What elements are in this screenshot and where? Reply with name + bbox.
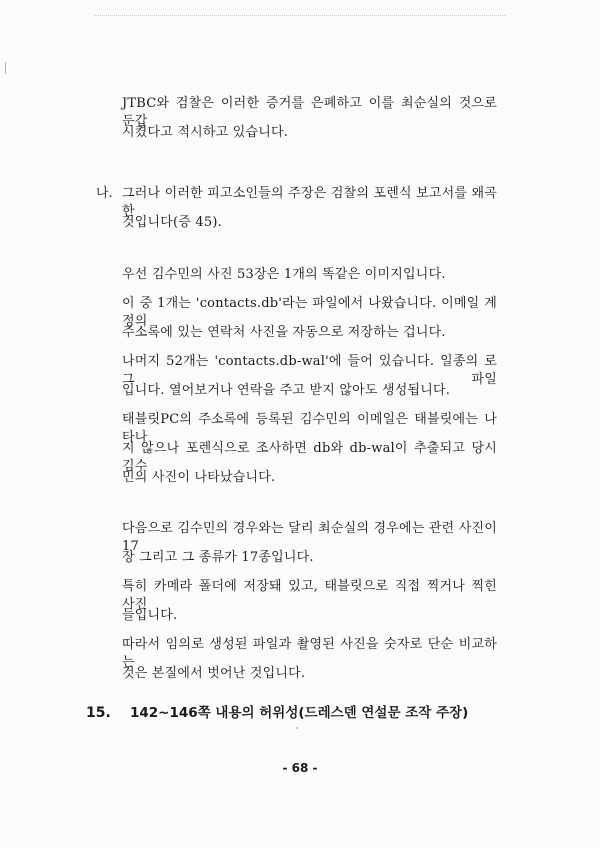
paragraph-2-line-2: 것입니다(증 45). xyxy=(122,215,222,230)
paragraph-3-line-6: 태블릿PC의 주소록에 등록된 김수민의 이메일은 태블릿에는 나타나 xyxy=(122,412,497,445)
paragraph-3-line-1: 우선 김수민의 사진 53장은 1개의 똑같은 이미지입니다. xyxy=(122,267,446,282)
paragraph-1-line-1: JTBC와 검찰은 이러한 증거를 은폐하고 이를 최순실의 것으로 둔갑 xyxy=(122,96,497,129)
paragraph-2-marker: 나. xyxy=(96,186,113,201)
section-heading-title: 142~146쪽 내용의 허위성(드레스덴 연설문 조작 주장) xyxy=(130,705,469,721)
scan-artifact-top xyxy=(95,15,505,18)
scan-artifact-edge xyxy=(5,62,6,74)
scan-artifact-dot xyxy=(296,727,298,729)
paragraph-4-line-3: 특히 카메라 폴더에 저장돼 있고, 태블릿으로 직접 찍거나 찍힌 사진 xyxy=(122,579,497,612)
paragraph-3-line-4: 나머지 52개는 'contacts.db-wal'에 들어 있습니다. 일종의 로그 파일 xyxy=(122,354,497,387)
paragraph-3-line-7: 지 않으나 포렌식으로 조사하면 db와 db-wal이 추출되고 당시 김수 xyxy=(122,441,497,474)
page-number: - 68 - xyxy=(282,761,318,775)
paragraph-4-line-5: 따라서 임의로 생성된 파일과 촬영된 사진을 숫자로 단순 비교하는 xyxy=(122,637,497,670)
paragraph-3-line-8: 민의 사진이 나타났습니다. xyxy=(122,470,276,485)
section-heading-number: 15. xyxy=(86,705,111,721)
paragraph-3-line-5: 입니다. 열어보거나 연락을 주고 받지 않아도 생성됩니다. xyxy=(122,383,451,398)
paragraph-3-line-2: 이 중 1개는 'contacts.db'라는 파일에서 나왔습니다. 이메일 계정의 xyxy=(122,296,497,329)
paragraph-4-line-2: 장 그리고 그 종류가 17종입니다. xyxy=(122,550,314,565)
paragraph-1-line-2: 시켰다고 적시하고 있습니다. xyxy=(122,125,289,140)
paragraph-4-line-6: 것은 본질에서 벗어난 것입니다. xyxy=(122,666,306,681)
paragraph-2-line-1: 그러나 이러한 피고소인들의 주장은 검찰의 포렌식 보고서를 왜곡한 xyxy=(122,186,497,219)
paragraph-4-line-1: 다음으로 김수민의 경우와는 달리 최순실의 경우에는 관련 사진이 17 xyxy=(122,521,497,554)
paragraph-4-line-4: 들입니다. xyxy=(122,608,178,623)
paragraph-3-line-3: 주소록에 있는 연락처 사진을 자동으로 저장하는 겁니다. xyxy=(122,325,446,340)
